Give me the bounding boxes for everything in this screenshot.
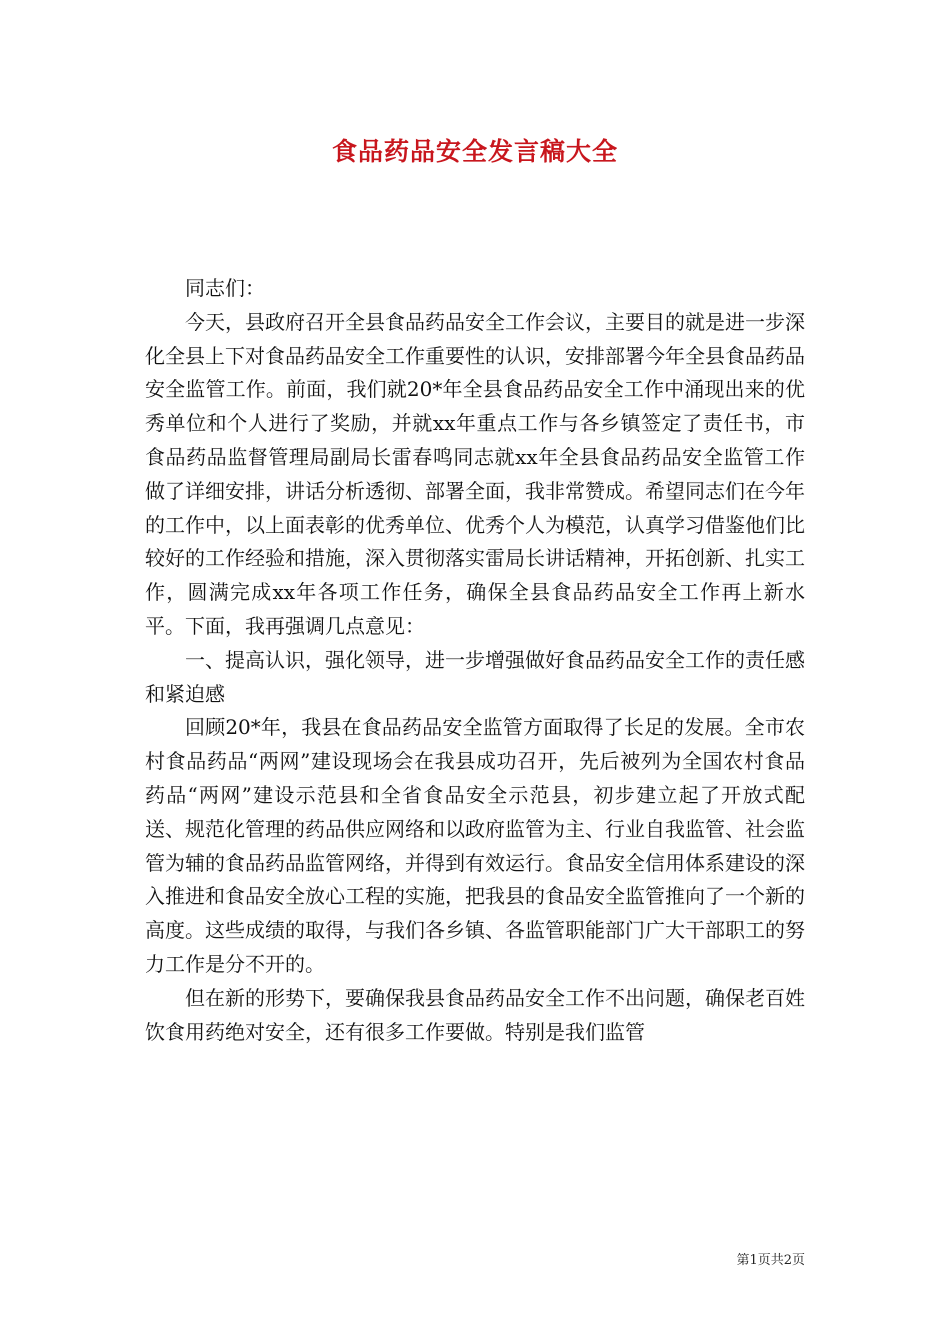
section-heading: 一、提高认识，强化领导，进一步增强做好食品药品安全工作的责任感和紧迫感 (145, 647, 805, 706)
page-number: 第1页共2页 (736, 1253, 805, 1268)
document-body (145, 272, 805, 1049)
paragraph: 但在新的形势下，要确保我县食品药品安全工作不出问题，确保老百姓饮食用药绝对安全，还有很多工作要做。特别是我们监管 (145, 985, 805, 1044)
paragraph: 回顾20*年，我县在食品药品安全监管方面取得了长足的发展。全市农村食品药品“两网”建设现场会在我县成功召开，先后被列为全国农村食品药品“两网”建设示范县和全省食品安全示范县，初步建立起了开放式配送、规范化管理的药品供应网络和以政府监管为主、行业自我监管、社会监管为辅的食品药品监管网络，并得到有效运行。食品安全信用体系建设的深入推进和食品安全放心工程的实施，把我县的食品安全监管推向了一个新的高度。这些成绩的取得，与我们各乡镇、各监管职能部门广大干部职工的努力工作是分不开的。 (145, 715, 805, 976)
document-title: 食品药品安全发言稿大全 (331, 137, 618, 166)
paragraph: 今天，县政府召开全县食品药品安全工作会议，主要目的就是进一步深化全县上下对食品药品安全工作重要性的认识，安排部署今年全县食品药品安全监管工作。前面，我们就20*年全县食品药品安全工作中涌现出来的优秀单位和个人进行了奖励，并就xx年重点工作与各乡镇签定了责任书，市食品药品监督管理局副局长雷春鸣同志就xx年全县食品药品安全监管工作做了详细安排，讲话分析透彻、部署全面，我非常赞成。希望同志们在今年的工作中，以上面表彰的优秀单位、优秀个人为模范，认真学习借鉴他们比较好的工作经验和措施，深入贯彻落实雷局长讲话精神，开拓创新、扎实工作，圆满完成xx年各项工作任务，确保全县食品药品安全工作再上新水平。下面，我再强调几点意见： (145, 309, 805, 638)
salutation: 同志们： (185, 276, 265, 300)
